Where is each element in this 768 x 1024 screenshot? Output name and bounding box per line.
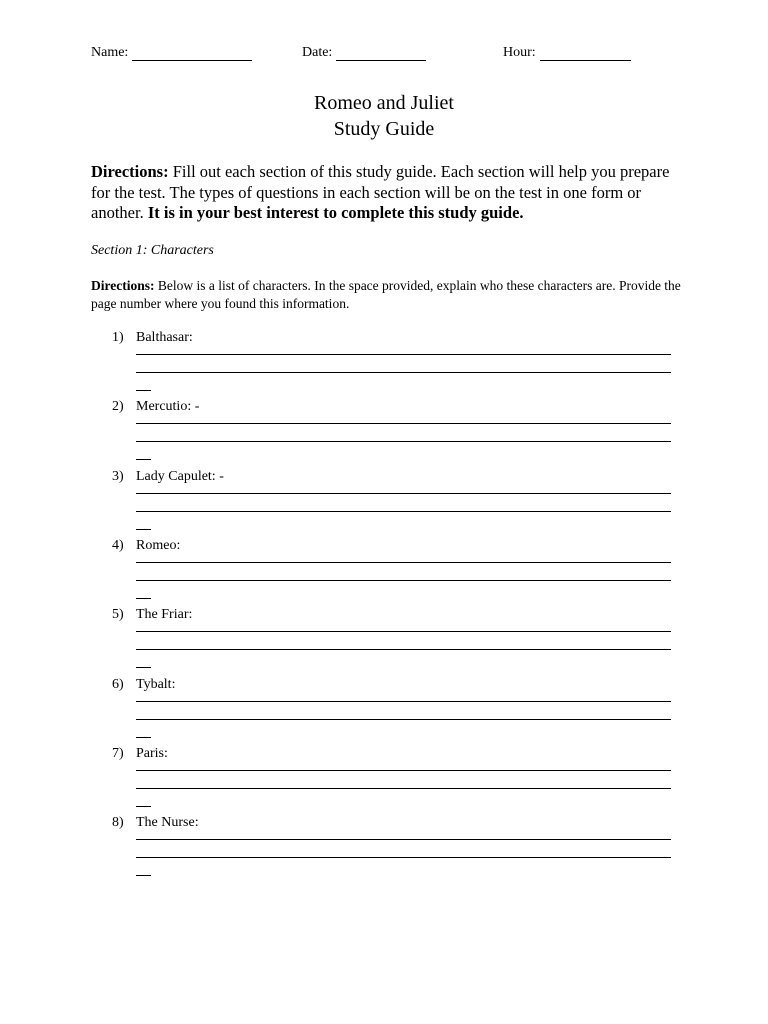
answer-line[interactable] xyxy=(136,701,671,702)
header-row xyxy=(91,45,768,65)
answer-line[interactable] xyxy=(136,667,151,668)
answer-line[interactable] xyxy=(136,598,151,599)
character-name: Tybalt: xyxy=(136,677,176,692)
character-number: 1) xyxy=(112,330,124,345)
section-directions-text: Below is a list of characters. In the space provided, explain who these characters are. Provide the page number where you found this information. xyxy=(91,278,681,311)
character-item xyxy=(112,677,672,745)
section-directions xyxy=(91,277,691,313)
character-item xyxy=(112,815,672,883)
directions-emphasis: It is in your best interest to complete this study guide. xyxy=(147,203,524,222)
character-item xyxy=(112,469,672,537)
document-subtitle: Study Guide xyxy=(333,118,435,140)
section-heading: Section 1: Characters xyxy=(91,243,214,258)
name-label: Name: xyxy=(91,45,129,60)
answer-line[interactable] xyxy=(136,529,151,530)
date-field[interactable] xyxy=(302,45,426,61)
answer-line[interactable] xyxy=(136,770,671,771)
directions-label: Directions: xyxy=(91,162,169,181)
directions-text: Fill out each section of this study guide. Each section will help you prepare for the test. The types of questions in each section will be on the test in one form or another. xyxy=(91,162,670,222)
document-title: Romeo and Juliet xyxy=(314,92,454,114)
character-name: The Friar: xyxy=(136,607,193,622)
answer-line[interactable] xyxy=(136,839,671,840)
answer-line[interactable] xyxy=(136,788,671,789)
character-item xyxy=(112,746,672,814)
answer-line[interactable] xyxy=(136,493,671,494)
character-item xyxy=(112,330,672,398)
name-field[interactable] xyxy=(91,45,252,61)
answer-line[interactable] xyxy=(136,580,671,581)
answer-line[interactable] xyxy=(136,631,671,632)
character-number: 4) xyxy=(112,538,124,553)
character-item xyxy=(112,538,672,606)
character-name: Lady Capulet: - xyxy=(136,469,224,484)
character-number: 7) xyxy=(112,746,124,761)
character-item xyxy=(112,607,672,675)
answer-line[interactable] xyxy=(136,875,151,876)
character-number: 6) xyxy=(112,677,124,692)
main-directions xyxy=(91,162,691,224)
character-number: 8) xyxy=(112,815,124,830)
character-item xyxy=(112,399,672,467)
character-name: Paris: xyxy=(136,746,168,761)
answer-line[interactable] xyxy=(136,511,671,512)
answer-line[interactable] xyxy=(136,649,671,650)
answer-line[interactable] xyxy=(136,737,151,738)
section-directions-label: Directions: xyxy=(91,278,155,293)
answer-line[interactable] xyxy=(136,562,671,563)
character-name: Romeo: xyxy=(136,538,181,553)
answer-line[interactable] xyxy=(136,459,151,460)
character-name: The Nurse: xyxy=(136,815,199,830)
hour-blank[interactable] xyxy=(540,46,631,61)
hour-field[interactable] xyxy=(503,45,631,61)
answer-line[interactable] xyxy=(136,390,151,391)
answer-line[interactable] xyxy=(136,441,671,442)
character-name: Balthasar: xyxy=(136,330,193,345)
character-name: Mercutio: - xyxy=(136,399,200,414)
answer-line[interactable] xyxy=(136,423,671,424)
answer-line[interactable] xyxy=(136,857,671,858)
date-label: Date: xyxy=(302,45,333,60)
hour-label: Hour: xyxy=(503,45,536,60)
date-blank[interactable] xyxy=(336,46,426,61)
answer-line[interactable] xyxy=(136,354,671,355)
name-blank[interactable] xyxy=(132,46,252,61)
answer-line[interactable] xyxy=(136,719,671,720)
answer-line[interactable] xyxy=(136,372,671,373)
character-number: 5) xyxy=(112,607,124,622)
character-number: 2) xyxy=(112,399,124,414)
answer-line[interactable] xyxy=(136,806,151,807)
character-number: 3) xyxy=(112,469,124,484)
